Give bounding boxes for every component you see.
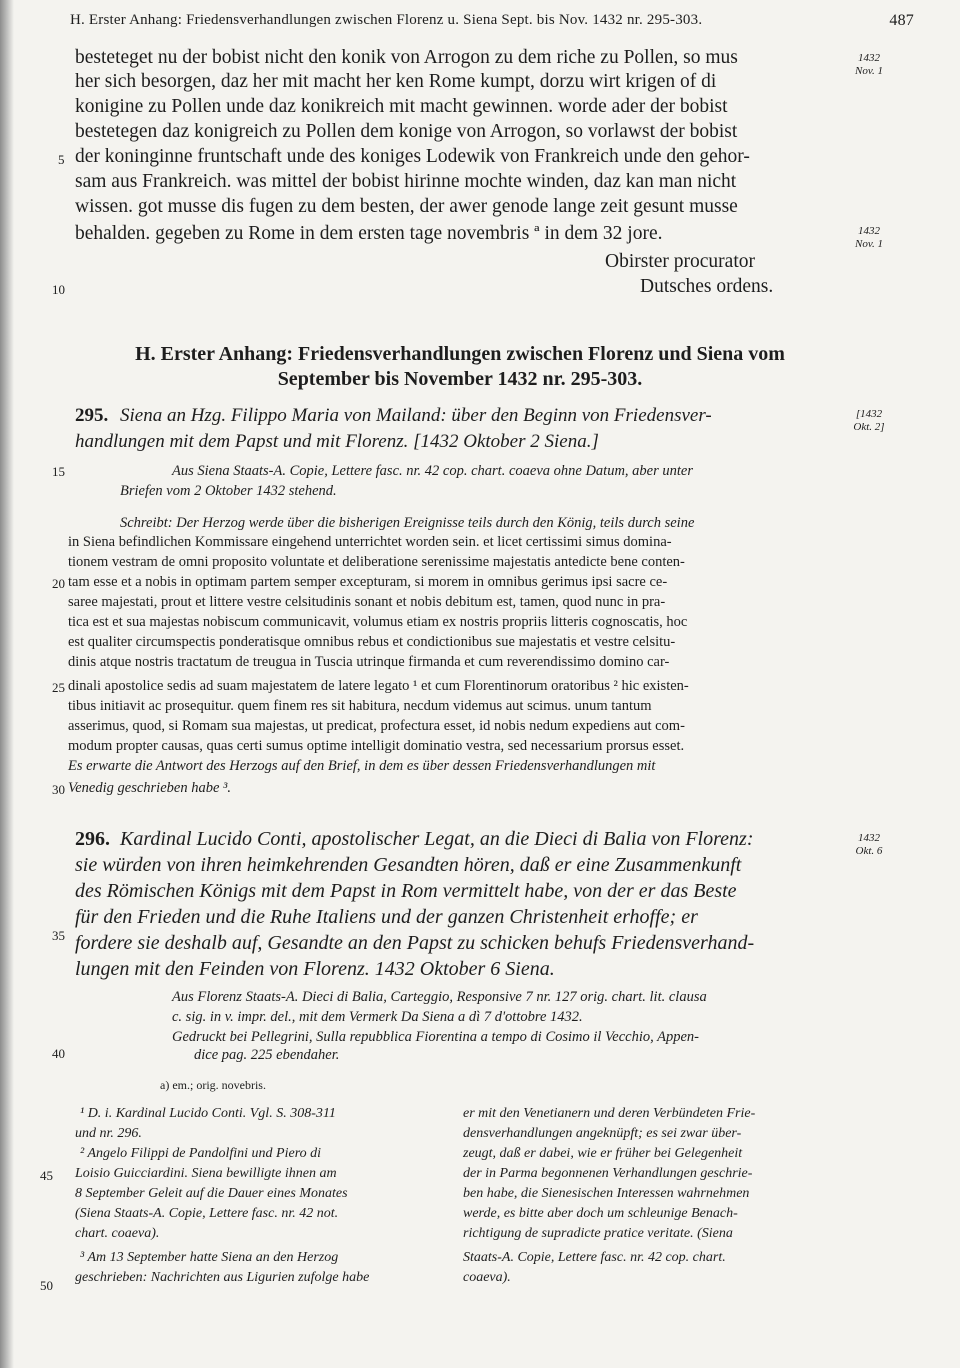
text-line: tica est et sua majestas nobiscum communicavit, volumus etiam ex nostris propriis litteris cognoscatis, hoc <box>68 614 688 630</box>
text-line: tibus initiavit ac prosequitur. quem finem res sit habitura, necdum videmus aut scimus. unum tantum <box>68 698 652 714</box>
regest-line: Siena an Hzg. Filippo Maria von Mailand: über den Beginn von Friedensver- <box>120 405 712 426</box>
footnote-line: ² Angelo Filippi de Pandolfini und Piero di <box>80 1146 322 1161</box>
text-line: saree majestati, prout et littere vestre celsitudinis sonant et nobis debitum est, tamen, quod nunc in pra- <box>68 594 666 610</box>
section-title: H. Erster Anhang: Friedensverhandlungen zwischen Florenz und Siena vom <box>135 343 785 365</box>
text-line: dinis atque nostris tractatum de treugua in Tuscia utrinque firmanda et cum reverendissimo domino car- <box>68 654 670 670</box>
line-number: 35 <box>52 928 65 943</box>
signature-line: Obirster procurator <box>605 251 755 272</box>
footnote-line: Loisio Guicciardini. Siena bewilligte ihnen am <box>75 1166 337 1181</box>
source-line: dice pag. 225 ebendaher. <box>194 1047 340 1063</box>
footnote-line: zeugt, daß er dabei, wie er früher bei Gelegenheit <box>463 1146 743 1161</box>
footnote-line: der in Parma begonnenen Verhandlungen geschrie- <box>463 1166 753 1181</box>
line-number: 40 <box>52 1046 65 1061</box>
regest-line: für den Frieden und die Ruhe Italiens und der ganzen Christenheit erhoffe; er <box>75 906 698 928</box>
footnote-line: densverhandlungen angeknüpft; es sei zwar über- <box>463 1126 742 1141</box>
regest-line: des Römischen Königs mit dem Papst in Rom vermittelt habe, von der er das Beste <box>75 880 737 902</box>
footnote-line: chart. coaeva). <box>75 1226 160 1241</box>
text-line: konigine zu Pollen unde daz konikreich mit macht gewinnen. worde ader der bobist <box>75 96 728 117</box>
margin-date: [1432 Okt. 2] <box>853 408 885 433</box>
text-line: dinali apostolice sedis ad suam majestatem de latere legato ¹ et cum Florentinorum oratoribus ² hic existen- <box>68 678 689 694</box>
page-gutter-shadow <box>0 0 14 1368</box>
source-line: Gedruckt bei Pellegrini, Sulla repubblica Fiorentina a tempo di Cosimo il Vecchio, Appen- <box>172 1029 700 1045</box>
source-line: c. sig. in v. impr. del., mit dem Vermerk Da Siena a dì 7 d'ottobre 1432. <box>172 1009 583 1025</box>
text-line: Venedig geschrieben habe ³. <box>68 780 231 796</box>
footnote-line: coaeva). <box>463 1270 511 1285</box>
line-number: 30 <box>52 782 65 797</box>
line-number: 25 <box>52 680 65 695</box>
text-line: der koninginne fruntschaft unde des koniges Lodewik von Frankreich unde den gehor- <box>75 146 750 167</box>
footnote-line: ¹ D. i. Kardinal Lucido Conti. Vgl. S. 308-311 <box>80 1106 336 1121</box>
page-number: 487 <box>889 12 914 29</box>
text-line: Es erwarte die Antwort des Herzogs auf den Brief, in dem es über dessen Friedensverhandlungen mit <box>68 758 656 774</box>
text-line: wissen. got musse dis fugen zu dem besten, der awer genode lange zeit gesunt musse <box>75 196 738 217</box>
footnote-line: richtigung de supradicte pratice veritate. (Siena <box>463 1226 733 1241</box>
text-line: est qualiter circumspectis ponderatisque omnibus rebus et condictionibus sue majestatis et vestre celsitu- <box>68 634 676 650</box>
footnote-line: er mit den Venetianern und deren Verbündeten Frie- <box>463 1106 756 1121</box>
doc-number: 296. <box>75 828 110 850</box>
regest-line: lungen mit den Feinden von Florenz. 1432 Oktober 6 Siena. <box>75 958 555 980</box>
regest-line: Kardinal Lucido Conti, apostolischer Legat, an die Dieci di Balia von Florenz: <box>120 828 754 850</box>
signature-line: Dutsches ordens. <box>640 276 774 297</box>
source-line: Aus Florenz Staats-A. Dieci di Balia, Carteggio, Responsive 7 nr. 127 orig. chart. lit. clausa <box>172 989 707 1005</box>
regest-line: handlungen mit dem Papst und mit Florenz. [1432 Oktober 2 Siena.] <box>75 431 599 452</box>
margin-date: 1432 Okt. 6 <box>855 832 883 857</box>
text-line: behalden. gegeben zu Rome in dem ersten tage novembris ª in dem 32 jore. <box>75 223 663 244</box>
text-line: asserimus, quod, si Romam sua majestas, ut predicat, profectura esset, id nobis nedum expediens aut com- <box>68 718 685 734</box>
source-line: Briefen vom 2 Oktober 1432 stehend. <box>120 483 337 499</box>
regest-line: sie würden von ihren heimkehrenden Gesandten hören, daß er eine Zusammenkunft <box>75 854 742 876</box>
text-line: Schreibt: Der Herzog werde über die bisherigen Ereignisse teils durch den König, teils durch seine <box>120 515 695 531</box>
margin-date: 1432 Nov. 1 <box>855 225 883 250</box>
text-line: bestetegen daz konigreich zu Pollen dem konige von Arrogon, so vorlawst der bobist <box>75 121 738 142</box>
footnote-line: geschrieben: Nachrichten aus Ligurien zufolge habe <box>75 1270 370 1285</box>
footnote-line: Staats-A. Copie, Lettere fasc. nr. 42 cop. chart. <box>463 1250 726 1265</box>
doc-number: 295. <box>75 405 109 426</box>
line-number: 10 <box>52 282 65 297</box>
section-title: September bis November 1432 nr. 295-303. <box>277 368 643 390</box>
footnote-line: und nr. 296. <box>75 1126 142 1141</box>
line-number: 45 <box>40 1168 53 1183</box>
line-number: 50 <box>40 1278 53 1293</box>
text-line: besteteget nu der bobist nicht den konik von Arrogon zu dem riche zu Pollen, so mus <box>75 47 738 68</box>
running-title: H. Erster Anhang: Friedensverhandlungen zwischen Florenz u. Siena Sept. bis Nov. 1432 nr. 295-303. <box>70 12 703 28</box>
text-line: modum propter causas, quas certi sumus optime intelligit dominatio vestra, sed necessarium prorsus esset. <box>68 738 685 754</box>
line-number: 5 <box>58 152 65 167</box>
source-line: Aus Siena Staats-A. Copie, Lettere fasc. nr. 42 cop. chart. coaeva ohne Datum, aber unter <box>172 463 693 479</box>
footnote-line: ben habe, die Sienesischen Interessen wahrnehmen <box>463 1186 750 1201</box>
footnote-line: 8 September Geleit auf die Dauer eines Monates <box>75 1186 348 1201</box>
text-line: tionem vestram de omni proposito voluntate et deliberatione serenissime majestatis antedicte bene conten- <box>68 554 685 570</box>
line-number: 20 <box>52 576 65 591</box>
running-header <box>70 12 914 29</box>
text-line: tam esse et a nobis in optimam partem semper excepturam, si morem in omnibus gerimus ipsi sacre ce- <box>68 574 668 590</box>
text-line: her sich besorgen, daz her mit macht her ken Rome kumpt, dorzu wirt krigen of di <box>75 71 717 92</box>
footnote-line: werde, es bitte aber doch um schleunige Benach- <box>463 1206 738 1221</box>
line-number: 15 <box>52 464 65 479</box>
critical-note: a) em.; orig. novebris. <box>160 1078 266 1092</box>
footnote-line: ³ Am 13 September hatte Siena an den Herzog <box>80 1250 339 1265</box>
footnote-line: (Siena Staats-A. Copie, Lettere fasc. nr. 42 not. <box>75 1206 339 1221</box>
margin-date: 1432 Nov. 1 <box>855 52 883 77</box>
text-line: in Siena befindlichen Kommissare eingehend unterrichtet worden sein. et licet certissimi simus domina- <box>68 534 672 550</box>
regest-line: fordere sie deshalb auf, Gesandte an den Papst zu schicken behufs Friedensverhand- <box>75 932 755 954</box>
text-line: sam aus Frankreich. was mittel der bobist hirinne mochte winden, daz kan man nicht <box>75 171 737 192</box>
